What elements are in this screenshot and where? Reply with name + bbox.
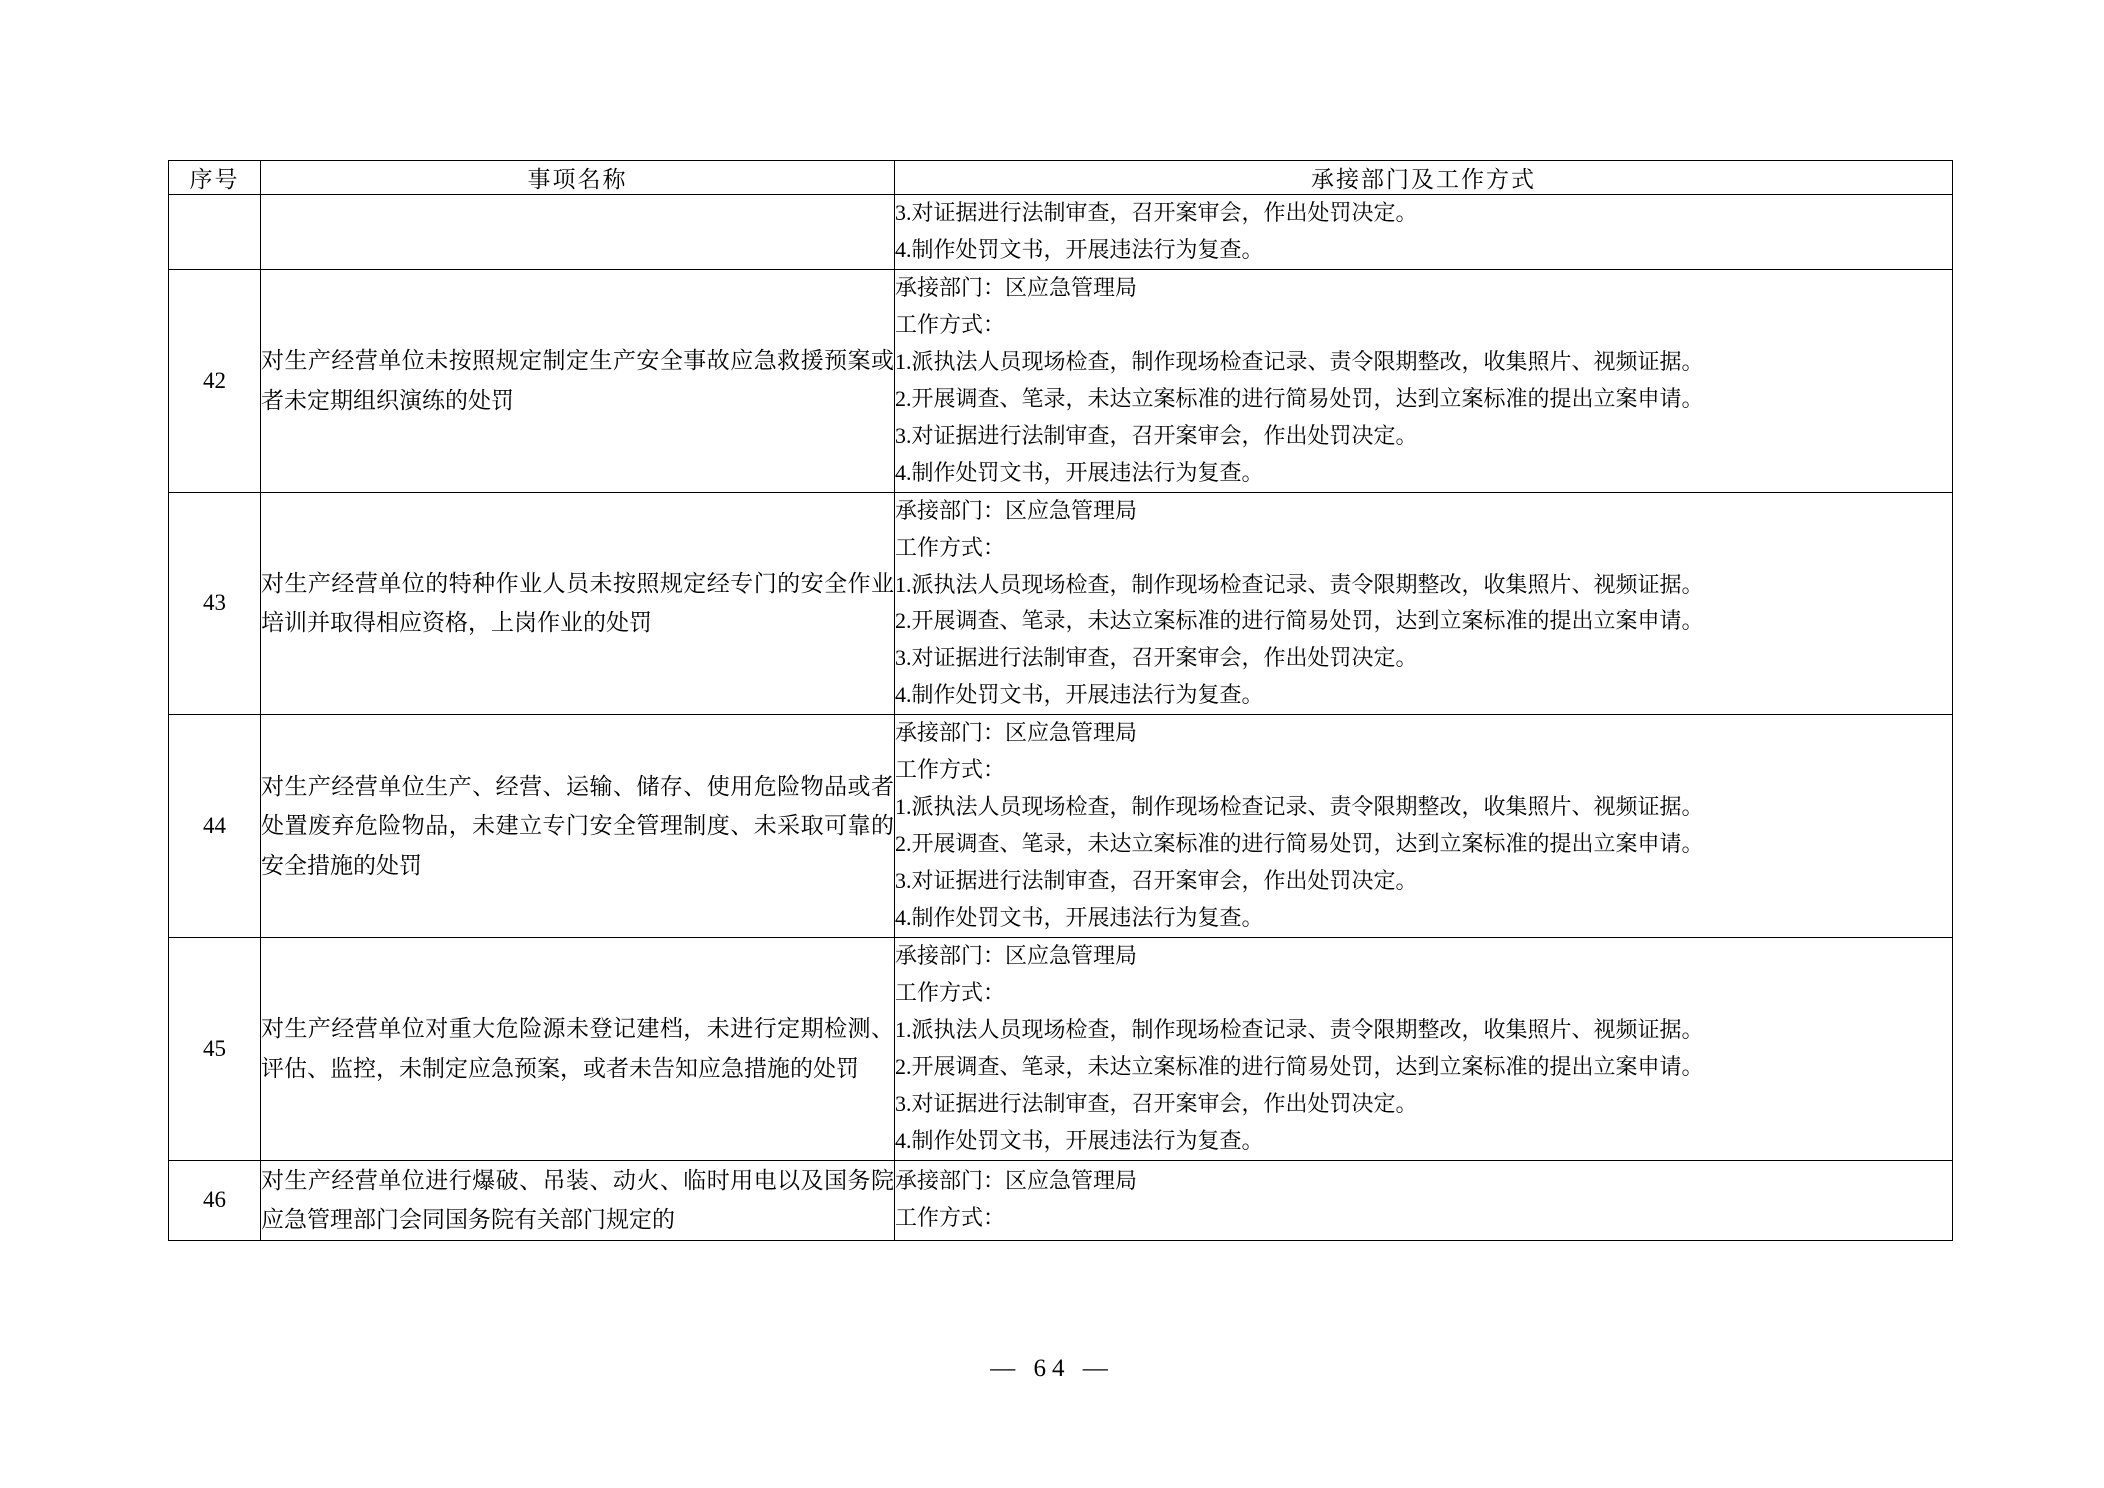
row-dept-workflow — [895, 492, 1953, 715]
dept-line: 2.开展调查、笔录，未达立案标准的进行简易处罚，达到立案标准的提出立案申请。 — [895, 831, 1704, 857]
table-row — [169, 492, 1953, 715]
responsibility-table — [168, 160, 1953, 1241]
dept-line: 1.派执法人员现场检查，制作现场检查记录、责令限期整改，收集照片、视频证据。 — [895, 794, 1704, 820]
row-item-name: 对生产经营单位对重大危险源未登记建档，未进行定期检测、评估、监控，未制定应急预案，或者未告知应急措施的处罚 — [261, 938, 895, 1161]
column-header-no: 序号 — [169, 161, 261, 195]
table-body — [169, 195, 1953, 1241]
dept-line: 3.对证据进行法制审查，召开案审会，作出处罚决定。 — [895, 422, 1418, 448]
dept-line: 4.制作处罚文书，开展违法行为复查。 — [895, 459, 1264, 485]
table-row — [169, 195, 1953, 270]
row-item-name: 对生产经营单位生产、经营、运输、储存、使用危险物品或者处置废弃危险物品，未建立专门安全管理制度、未采取可靠的安全措施的处罚 — [261, 715, 895, 938]
row-number — [169, 195, 261, 270]
row-item-name: 对生产经营单位的特种作业人员未按照规定经专门的安全作业培训并取得相应资格，上岗作业的处罚 — [261, 492, 895, 715]
dept-line: 工作方式： — [895, 757, 1006, 783]
table-row — [169, 1160, 1953, 1240]
row-dept-workflow — [895, 269, 1953, 492]
dept-line: 工作方式： — [895, 980, 1006, 1006]
row-dept-workflow — [895, 938, 1953, 1161]
row-dept-workflow — [895, 715, 1953, 938]
dept-line: 工作方式： — [895, 311, 1006, 337]
dept-line: 4.制作处罚文书，开展违法行为复查。 — [895, 1127, 1264, 1153]
dept-line: 3.对证据进行法制审查，召开案审会，作出处罚决定。 — [895, 868, 1418, 894]
row-number: 46 — [169, 1160, 261, 1240]
dept-line: 2.开展调查、笔录，未达立案标准的进行简易处罚，达到立案标准的提出立案申请。 — [895, 385, 1704, 411]
dept-line: 2.开展调查、笔录，未达立案标准的进行简易处罚，达到立案标准的提出立案申请。 — [895, 608, 1704, 634]
page-number: — 64 — — [990, 1355, 1114, 1382]
dept-line: 承接部门：区应急管理局 — [895, 720, 1138, 746]
dept-line: 3.对证据进行法制审查，召开案审会，作出处罚决定。 — [895, 1090, 1418, 1116]
dept-line: 2.开展调查、笔录，未达立案标准的进行简易处罚，达到立案标准的提出立案申请。 — [895, 1053, 1704, 1079]
dept-line: 3.对证据进行法制审查，召开案审会，作出处罚决定。 — [895, 200, 1418, 225]
table-row — [169, 269, 1953, 492]
dept-line: 4.制作处罚文书，开展违法行为复查。 — [895, 236, 1264, 262]
row-number: 43 — [169, 492, 261, 715]
row-item-name: 对生产经营单位进行爆破、吊装、动火、临时用电以及国务院应急管理部门会同国务院有关部门规定的 — [261, 1160, 895, 1240]
dept-line: 3.对证据进行法制审查，召开案审会，作出处罚决定。 — [895, 645, 1418, 671]
dept-line: 1.派执法人员现场检查，制作现场检查记录、责令限期整改，收集照片、视频证据。 — [895, 1016, 1704, 1042]
row-item-name — [261, 195, 895, 270]
table-row — [169, 715, 1953, 938]
column-header-dept: 承接部门及工作方式 — [895, 161, 1953, 195]
row-number: 42 — [169, 269, 261, 492]
dept-line: 1.派执法人员现场检查，制作现场检查记录、责令限期整改，收集照片、视频证据。 — [895, 571, 1704, 597]
dept-line: 4.制作处罚文书，开展违法行为复查。 — [895, 682, 1264, 708]
row-item-name: 对生产经营单位未按照规定制定生产安全事故应急救援预案或者未定期组织演练的处罚 — [261, 269, 895, 492]
dept-line: 承接部门：区应急管理局 — [895, 943, 1138, 969]
row-dept-workflow — [895, 1160, 1953, 1240]
dept-line: 4.制作处罚文书，开展违法行为复查。 — [895, 905, 1264, 931]
row-dept-workflow — [895, 195, 1953, 270]
dept-line: 1.派执法人员现场检查，制作现场检查记录、责令限期整改，收集照片、视频证据。 — [895, 348, 1704, 374]
dept-line: 承接部门：区应急管理局 — [895, 1168, 1138, 1194]
row-number: 44 — [169, 715, 261, 938]
dept-line: 承接部门：区应急管理局 — [895, 274, 1138, 300]
column-header-name: 事项名称 — [261, 161, 895, 195]
table-header-row — [169, 161, 1953, 195]
table-row — [169, 938, 1953, 1161]
dept-line: 工作方式： — [895, 534, 1006, 560]
dept-line: 工作方式： — [895, 1205, 1006, 1231]
dept-line: 承接部门：区应急管理局 — [895, 497, 1138, 523]
row-number: 45 — [169, 938, 261, 1161]
table-header — [169, 161, 1953, 195]
